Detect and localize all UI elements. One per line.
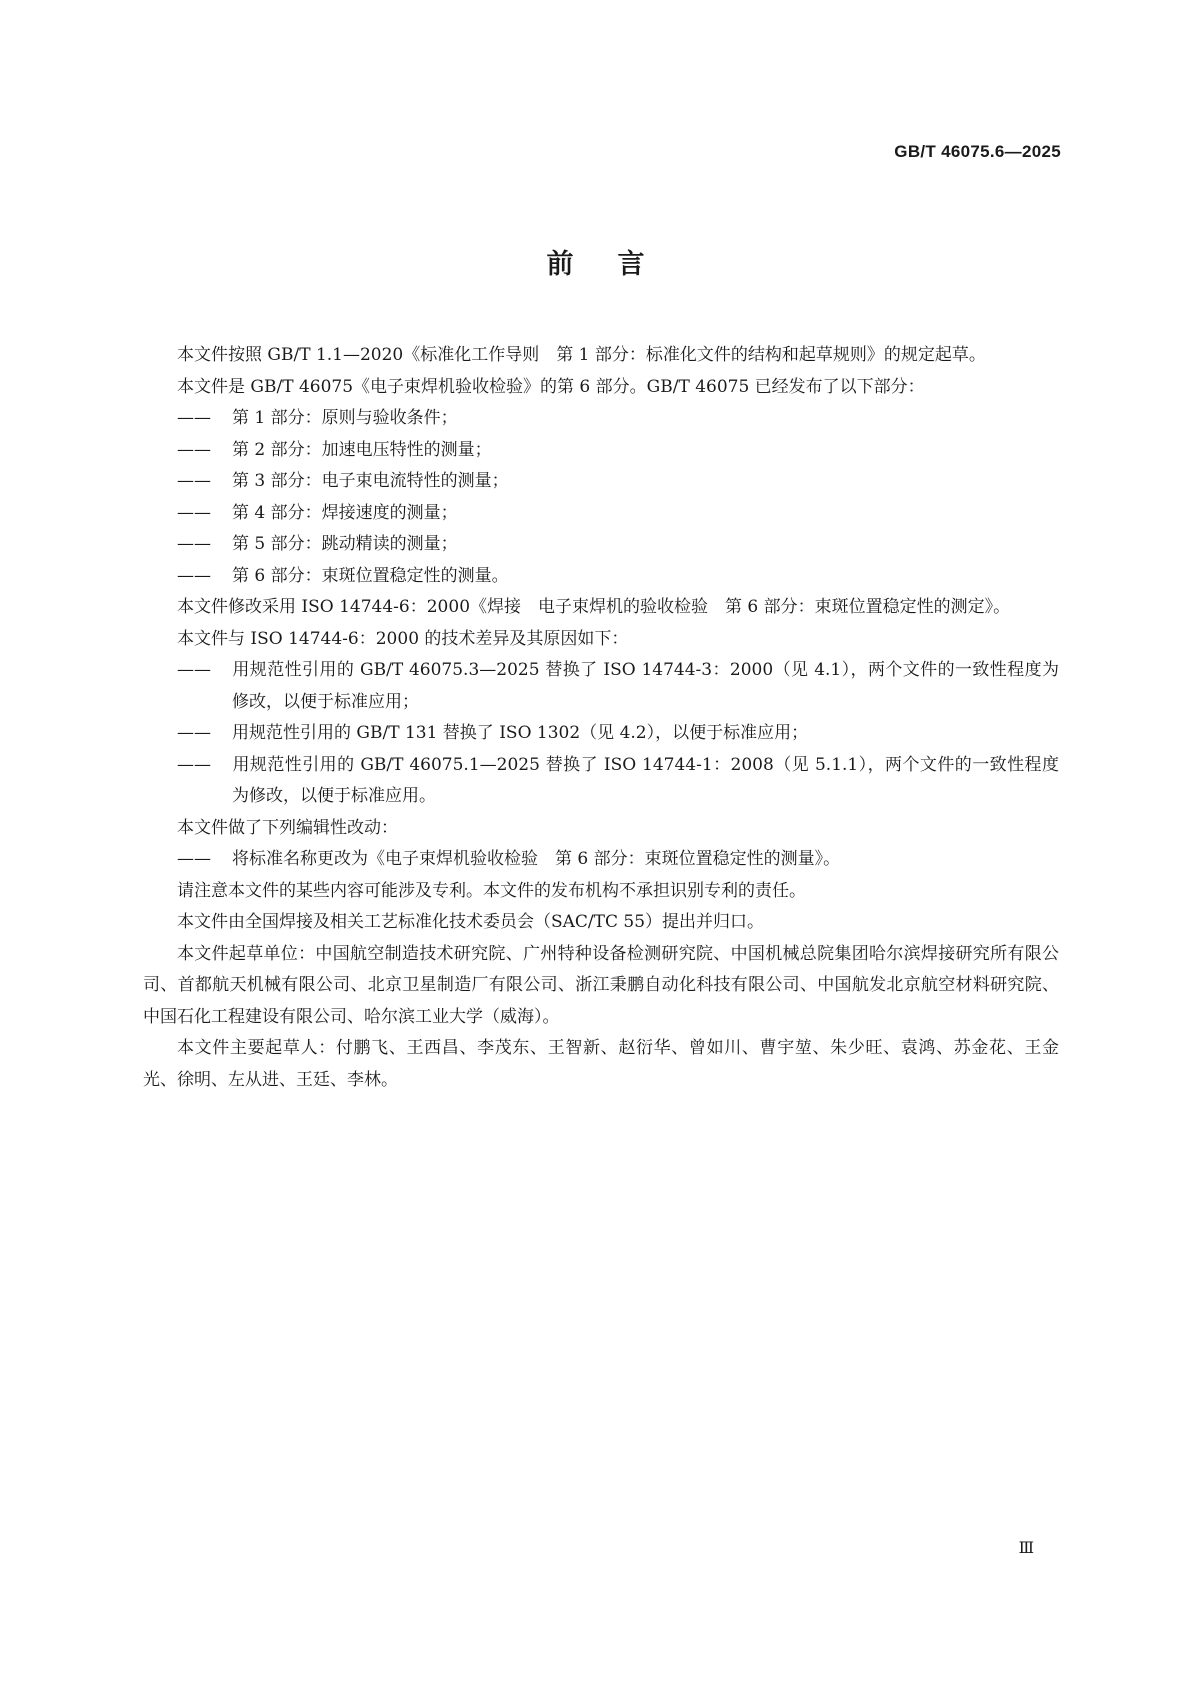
list-item-part — [143, 529, 1059, 561]
paragraph-editorial-changes: 本文件做了下列编辑性改动： — [177, 817, 398, 838]
paragraph-committee: 本文件由全国焊接及相关工艺标准化技术委员会（SAC/TC 55）提出并归口。 — [177, 912, 765, 932]
dash-mark: —— — [177, 723, 211, 743]
list-item-editorial — [143, 844, 1059, 876]
list-item-text: 第 4 部分：焊接速度的测量； — [232, 502, 458, 523]
dash-mark: —— — [177, 502, 211, 523]
list-item-part — [143, 403, 1059, 435]
list-item-part — [143, 561, 1059, 593]
foreword-body — [143, 340, 1059, 1096]
paragraph-adoption: 本文件修改采用 ISO 14744-6：2000《焊接 电子束焊机的验收检验 第 6 部分：束斑位置稳定性的测定》。 — [177, 597, 1011, 617]
list-item-difference — [143, 718, 1059, 750]
list-item-text: 用规范性引用的 GB/T 46075.3—2025 替换了 ISO 14744-3：2000（见 4.1），两个文件的一致性程度为修改，以便于标准应用； — [232, 660, 1059, 712]
dash-mark: —— — [177, 534, 211, 554]
dash-mark: —— — [177, 439, 211, 460]
page-number: Ⅲ — [1018, 1540, 1034, 1557]
paragraph-drafters: 本文件主要起草人：付鹏飞、王西昌、李茂东、王智新、赵衍华、曾如川、曹宇堃、朱少旺、袁鸿、苏金花、王金光、徐明、左从进、王廷、李林。 — [143, 1038, 1059, 1090]
list-item-part — [143, 466, 1059, 498]
dash-mark: —— — [177, 565, 211, 586]
list-item-part — [143, 498, 1059, 530]
paragraph-patent-notice: 请注意本文件的某些内容可能涉及专利。本文件的发布机构不承担识别专利的责任。 — [177, 880, 806, 901]
paragraph-technical-differences: 本文件与 ISO 14744-6：2000 的技术差异及其原因如下： — [177, 628, 629, 649]
list-item-text: 第 2 部分：加速电压特性的测量； — [232, 439, 492, 460]
list-item-text: 将标准名称更改为《电子束焊机验收检验 第 6 部分：束斑位置稳定性的测量》。 — [232, 849, 841, 869]
list-item-part — [143, 435, 1059, 467]
dash-mark: —— — [177, 408, 211, 428]
standard-code: GB/T 46075.6—2025 — [894, 142, 1061, 161]
list-item-text: 第 6 部分：束斑位置稳定性的测量。 — [232, 565, 509, 586]
list-item-text: 第 3 部分：电子束电流特性的测量； — [232, 471, 509, 491]
dash-mark: —— — [177, 849, 211, 869]
paragraph-drafting-units: 本文件起草单位：中国航空制造技术研究院、广州特种设备检测研究院、中国机械总院集团哈尔滨焊接研究所有限公司、首都航天机械有限公司、北京卫星制造厂有限公司、浙江秉鹏自动化科技有限公司、中国航发北京航空材料研究院、中国石化工程建设有限公司、哈尔滨工业大学（威海）。 — [143, 943, 1059, 1027]
list-item-text: 用规范性引用的 GB/T 131 替换了 ISO 1302（见 4.2），以便于标准应用； — [232, 723, 809, 743]
list-item-text: 第 5 部分：跳动精读的测量； — [232, 534, 458, 554]
dash-mark: —— — [177, 471, 211, 491]
list-item-difference — [143, 655, 1059, 718]
list-item-text: 第 1 部分：原则与验收条件； — [232, 408, 458, 428]
list-item-text: 用规范性引用的 GB/T 46075.1—2025 替换了 ISO 14744-1：2008（见 5.1.1），两个文件的一致性程度为修改，以便于标准应用。 — [232, 754, 1059, 806]
paragraph-drafting-basis: 本文件按照 GB/T 1.1—2020《标准化工作导则 第 1 部分：标准化文件的结构和起草规则》的规定起草。 — [177, 345, 986, 365]
paragraph-series-info: 本文件是 GB/T 46075《电子束焊机验收检验》的第 6 部分。GB/T 46075 已经发布了以下部分： — [177, 376, 925, 397]
dash-mark: —— — [177, 660, 211, 680]
dash-mark: —— — [177, 754, 211, 775]
list-item-difference — [143, 750, 1059, 813]
page-title: 前言 — [546, 249, 689, 280]
